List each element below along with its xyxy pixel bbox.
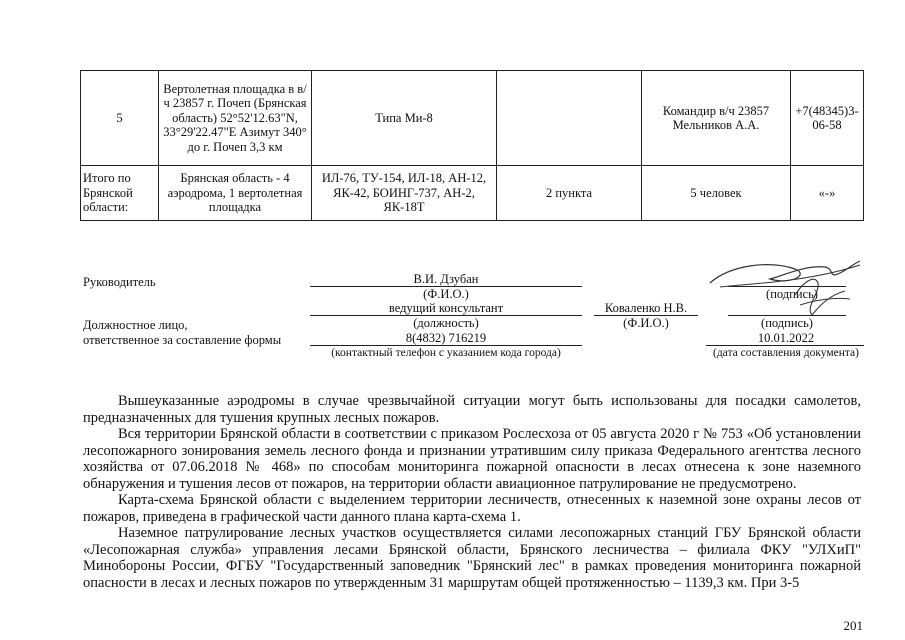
fio-caption-1: (Ф.И.О.): [423, 287, 469, 301]
cell-total-count: 2 пункта: [497, 166, 642, 221]
cell-total-phone: «-»: [791, 166, 864, 221]
head-name: В.И. Дзубан: [413, 272, 479, 286]
official-label-1: Должностное лицо,: [83, 318, 188, 332]
cell-person: Командир в/ч 23857 Мельников А.А.: [642, 71, 791, 166]
date-caption: (дата составления документа): [712, 347, 859, 359]
cell-number: 5: [81, 71, 159, 166]
cell-total-person: 5 человек: [642, 166, 791, 221]
date-value: 10.01.2022: [757, 331, 815, 345]
position-caption: (должность): [413, 316, 479, 330]
position-value: ведущий консультант: [388, 301, 504, 315]
signature-caption-1: (подпись): [766, 287, 818, 301]
table-row: [81, 166, 864, 221]
official-label-2: ответственное за составление формы: [83, 333, 282, 347]
phone-caption: (контактный телефон с указанием кода города): [331, 347, 561, 359]
person-name: Коваленко Н.В.: [604, 301, 688, 315]
cell-name: Вертолетная площадка в в/ч 23857 г. Почеп (Брянская область) 52°52'12.63"N, 33°29'22.47"E Азимут 340° до г. Почеп 3,3 км: [159, 71, 312, 166]
table-row: [81, 71, 864, 166]
paragraph-4: Наземное патрулирование лесных участков осуществляется силами лесопожарных станций ГБУ Брянской области «Лесопожарная служба» управления лесами Брянской области, Брянского лесничества – филиала ФКУ "УЛХиП" Минобороны России, ФГБУ "Государственный заповедник "Брянский лес" в рамках проведения мониторинга пожарной опасности в лесах и лесных пожаров по утвержденным 31 маршрутам общей протяженностью – 1139,3 км. При 3-5: [83, 525, 861, 591]
page-number: 201: [843, 618, 863, 633]
cell-aircraft-type: Типа Ми-8: [312, 71, 497, 166]
paragraph-1: Вышеуказанные аэродромы в случае чрезвычайной ситуации могут быть использованы для посадки самолетов, предназначенных для тушения крупных лесных пожаров.: [83, 393, 861, 426]
paragraph-2: Вся территории Брянской области в соответствии с приказом Рослесхоза от 05 августа 2020 г № 753 «Об установлении лесопожарного зонирования земель лесного фонда и признании утратившим силу приказа Федерального агентства лесного хозяйства от 07.06.2018 № 468» по способам мониторинга пожарной опасности в лесах отнесена к зоне наземного обнаружения и тушения лесов от пожаров, на территории области авиационное патрулирование не предусмотрено.: [83, 426, 861, 492]
paragraph-3: Карта-схема Брянской области с выделением территории лесничеств, отнесенных к наземной зоне охраны лесов от пожаров, приведена в графической части данного плана карта-схема 1.: [83, 492, 861, 525]
airfields-table: [80, 70, 864, 221]
phone-value: 8(4832) 716219: [405, 331, 487, 345]
cell-phone: +7(48345)3-06-58: [791, 71, 864, 166]
head-label: Руководитель: [83, 275, 156, 289]
cell-total-name: Брянская область - 4 аэродрома, 1 вертолетная площадка: [159, 166, 312, 221]
cell-total-types: ИЛ-76, ТУ-154, ИЛ-18, АН-12, ЯК-42, БОИНГ-737, АН-2, ЯК-18Т: [312, 166, 497, 221]
fio-caption-2: (Ф.И.О.): [623, 316, 669, 330]
cell-count: [497, 71, 642, 166]
body-text: [83, 393, 861, 591]
cell-total-label: Итого по Брянской области:: [81, 166, 159, 221]
signature-caption-2: (подпись): [761, 316, 813, 330]
